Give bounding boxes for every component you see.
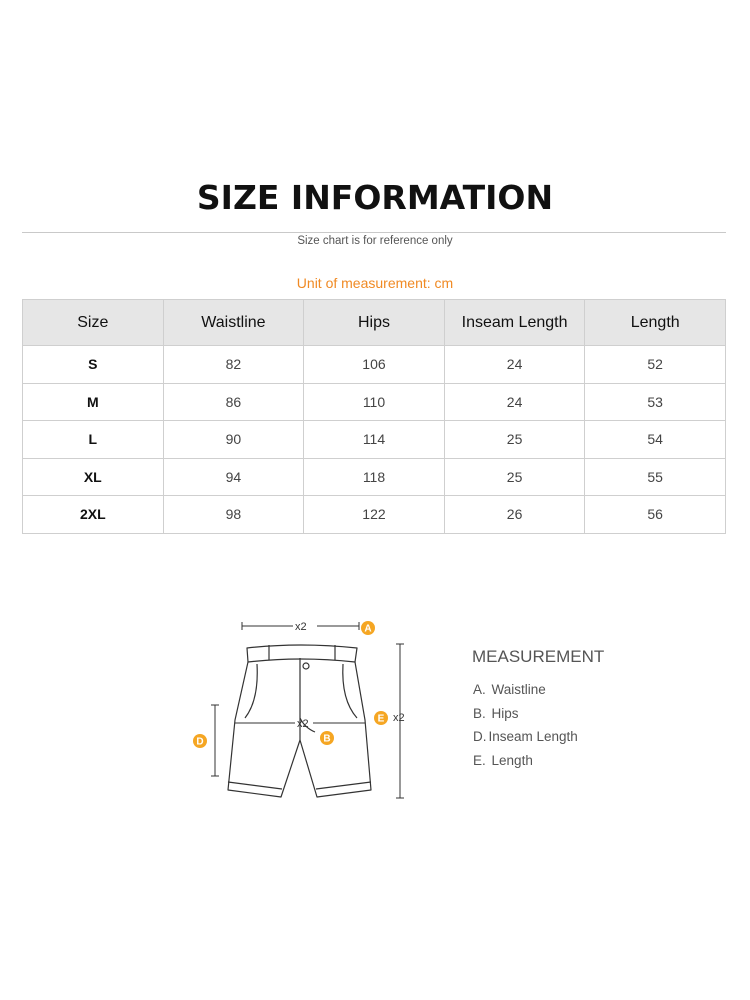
inseam-cell: 26 (444, 496, 585, 534)
waistline-cell: 86 (163, 383, 304, 421)
legend-label: Length (491, 752, 533, 768)
length-cell: 54 (585, 421, 726, 459)
table-row (23, 346, 726, 384)
inseam-cell: 24 (444, 346, 585, 384)
legend-label: Hips (491, 705, 519, 721)
waistline-cell: 82 (163, 346, 304, 384)
legend-label: Waistline (491, 682, 546, 697)
waist-multiplier: x2 (295, 621, 307, 633)
length-cell: 53 (585, 383, 726, 421)
hips-cell: 114 (304, 421, 445, 459)
size-cell: M (23, 383, 164, 421)
size-chart-table (22, 299, 726, 534)
title-divider (22, 232, 726, 233)
hips-cell: 110 (304, 383, 445, 421)
unit-note: Unit of measurement: cm (296, 275, 454, 291)
list-item (473, 705, 578, 729)
hips-cell: 122 (304, 496, 445, 534)
table-header-row (23, 300, 726, 346)
size-cell: XL (23, 458, 164, 496)
measurement-legend (473, 681, 578, 775)
waistline-cell: 98 (163, 496, 304, 534)
measurement-legend-title: MEASUREMENT (472, 647, 605, 666)
marker-a-label: A (364, 623, 372, 635)
column-header-inseam-length: Inseam Length (444, 300, 585, 346)
marker-e-label: E (377, 713, 385, 725)
list-item (473, 752, 578, 776)
legend-label: Inseam Length (488, 729, 578, 744)
table-row (23, 383, 726, 421)
length-cell: 56 (585, 496, 726, 534)
legend-code: A. (473, 682, 486, 697)
marker-b-label: B (323, 733, 331, 745)
waistline-cell: 94 (163, 458, 304, 496)
inseam-dimension-line (211, 705, 219, 776)
list-item (473, 728, 578, 752)
size-cell: 2XL (23, 496, 164, 534)
hips-multiplier: x2 (297, 718, 309, 730)
shorts-measurement-diagram (185, 600, 435, 830)
page-title: SIZE INFORMATION (196, 178, 554, 217)
inseam-cell: 24 (444, 383, 585, 421)
length-multiplier: x2 (393, 712, 405, 724)
inseam-cell: 25 (444, 458, 585, 496)
legend-code: B. (473, 705, 486, 721)
table-row (23, 421, 726, 459)
reference-note: Size chart is for reference only (297, 235, 453, 247)
legend-code: D. (473, 729, 487, 744)
size-cell: S (23, 346, 164, 384)
hips-cell: 106 (304, 346, 445, 384)
size-cell: L (23, 421, 164, 459)
inseam-cell: 25 (444, 421, 585, 459)
waistline-cell: 90 (163, 421, 304, 459)
length-cell: 55 (585, 458, 726, 496)
table-row (23, 458, 726, 496)
hips-cell: 118 (304, 458, 445, 496)
marker-d-label: D (196, 736, 204, 748)
list-item (473, 681, 578, 705)
column-header-length: Length (585, 300, 726, 346)
waist-dimension-line (242, 621, 359, 633)
length-cell: 52 (585, 346, 726, 384)
column-header-hips: Hips (304, 300, 445, 346)
column-header-size: Size (23, 300, 164, 346)
column-header-waistline: Waistline (163, 300, 304, 346)
table-row (23, 496, 726, 534)
legend-code: E. (473, 752, 486, 768)
